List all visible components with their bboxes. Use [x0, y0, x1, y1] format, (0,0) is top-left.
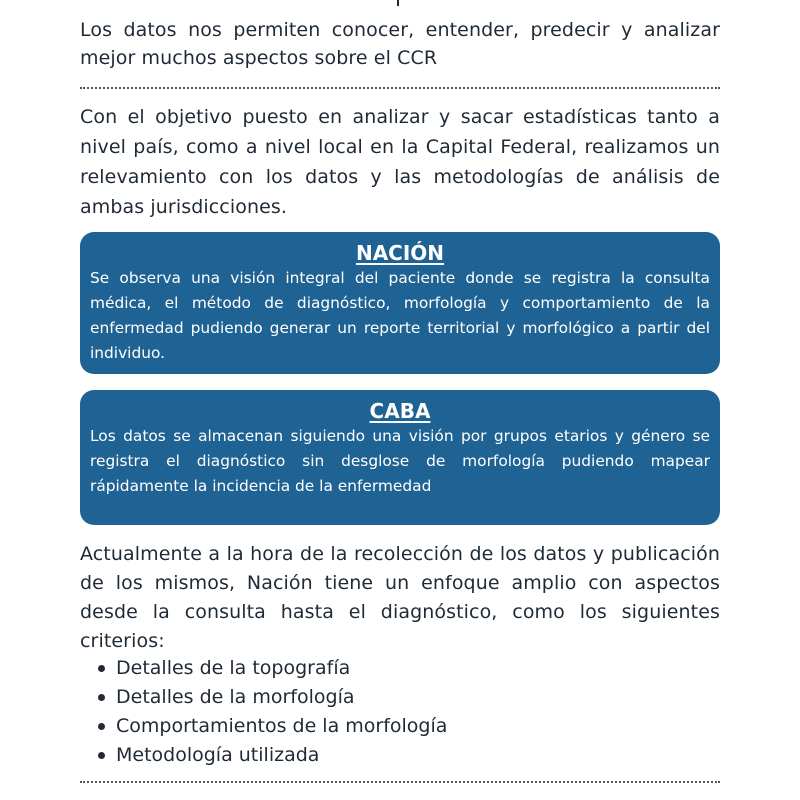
objective-paragraph: Con el objetivo puesto en analizar y sacar estadísticas tanto a nivel país, como a nivel local en la Capital Federal, realizamos un relevamiento con los datos y las metodologías de análisis de ambas jurisdicciones.	[80, 106, 720, 218]
bullet-icon	[98, 665, 105, 672]
caba-text: Los datos se almacenan siguiendo una visión por grupos etarios y género se registra el diagnóstico sin desglose de morfología pudiendo mapear rápidamente la incidencia de la enfermedad	[90, 427, 710, 495]
list-item	[98, 683, 447, 712]
caba-box	[80, 390, 720, 525]
criteria-label: Comportamientos de la morfología	[116, 715, 448, 737]
criteria-label: Detalles de la morfología	[116, 686, 355, 708]
nacion-box	[80, 232, 720, 374]
conclusion-paragraph: Actualmente a la hora de la recolección de los datos y publicación de los mismos, Nación tiene un enfoque amplio con aspectos desde la consulta hasta el diagnóstico, como los siguientes criterios:	[80, 543, 720, 652]
criteria-label: Metodología utilizada	[116, 744, 320, 766]
criteria-label: Detalles de la topografía	[116, 657, 351, 679]
divider-1	[80, 87, 720, 89]
top-fragment-mark	[397, 0, 399, 6]
bullet-icon	[98, 694, 105, 701]
list-item	[98, 654, 447, 683]
list-item	[98, 712, 447, 741]
list-item	[98, 741, 447, 770]
nacion-title: NACIÓN	[355, 241, 445, 265]
bullet-icon	[98, 723, 105, 730]
intro-paragraph: Los datos nos permiten conocer, entender, predecir y analizar mejor muchos aspectos sobre el CCR	[80, 19, 720, 69]
nacion-text: Se observa una visión integral del paciente donde se registra la consulta médica, el método de diagnóstico, morfología y comportamiento de la enfermedad pudiendo generar un reporte territorial y morfológico a partir del individuo.	[90, 269, 710, 362]
divider-2	[80, 781, 720, 783]
caba-title: CABA	[369, 399, 431, 423]
criteria-list	[98, 654, 447, 770]
bullet-icon	[98, 752, 105, 759]
